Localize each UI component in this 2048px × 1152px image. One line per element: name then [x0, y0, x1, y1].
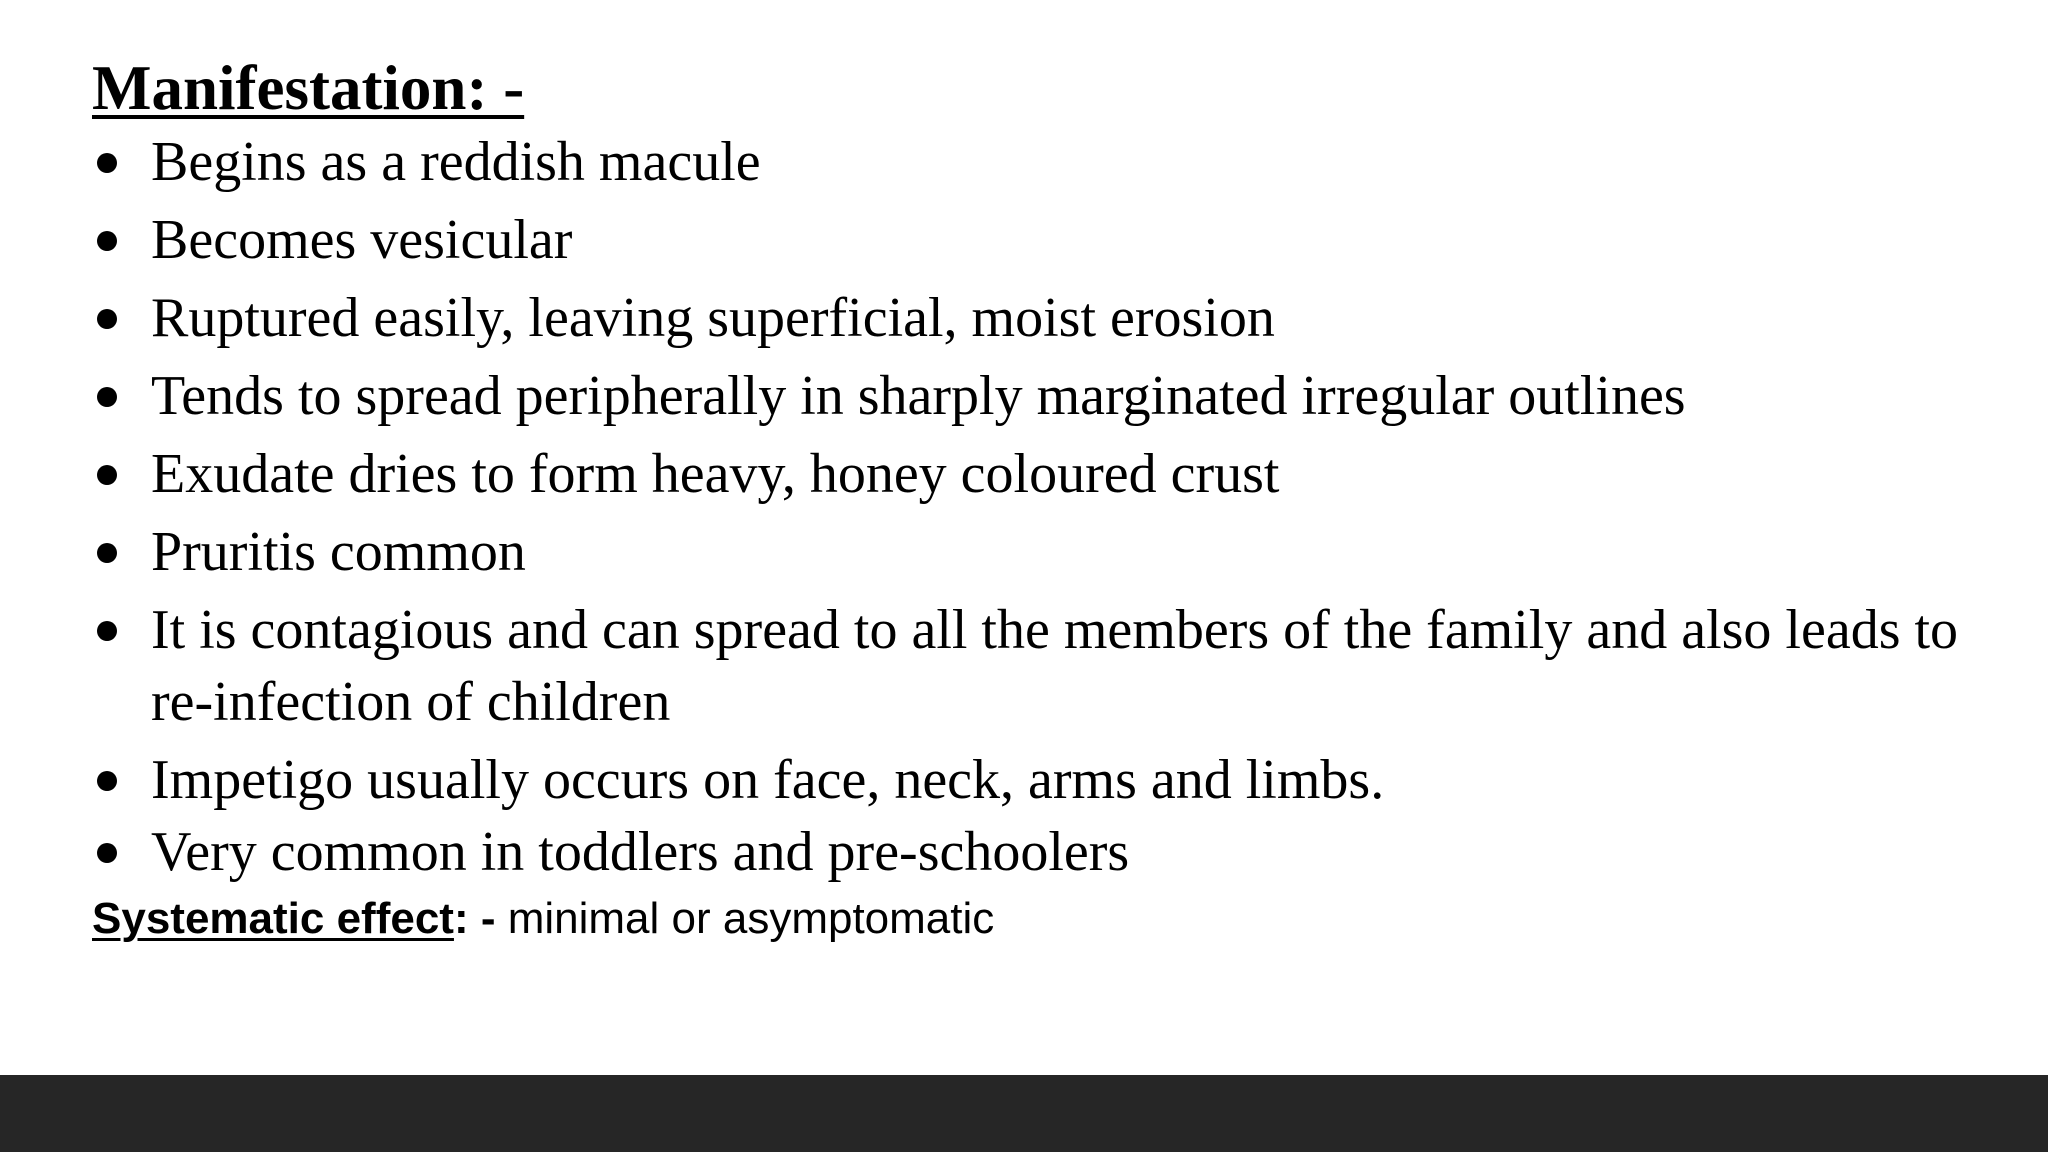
bullet-dot-icon	[97, 465, 117, 485]
bullet-text: Impetigo usually occurs on face, neck, arms and limbs.	[151, 749, 1385, 811]
bullet-text: Ruptured easily, leaving superficial, moist erosion	[151, 287, 1275, 349]
bullet-text: Pruritis common	[151, 521, 526, 583]
bullet-dot-icon	[97, 153, 117, 173]
bullet-text: Begins as a reddish macule	[151, 131, 761, 193]
slide-heading: Manifestation: -	[92, 53, 525, 123]
systemic-effect-line	[92, 890, 1992, 948]
bullet-item	[92, 126, 1992, 198]
bullet-dot-icon	[97, 621, 117, 641]
bullet-dot-icon	[97, 543, 117, 563]
bullet-text: It is contagious and can spread to all the members of the family and also leads to re-infection of children	[151, 599, 1959, 733]
slide-content	[92, 50, 1992, 948]
bullet-text: Tends to spread peripherally in sharply marginated irregular outlines	[151, 365, 1686, 427]
systemic-effect-label: Systematic effect	[92, 894, 454, 943]
bullet-text: Exudate dries to form heavy, honey coloured crust	[151, 443, 1280, 505]
bullet-text: Very common in toddlers and pre-schoolers	[151, 821, 1130, 883]
systemic-effect-separator: : -	[453, 894, 496, 943]
bullet-item	[92, 360, 1992, 432]
bullet-item	[92, 516, 1992, 588]
bullet-item	[92, 282, 1992, 354]
bullet-item	[92, 816, 1992, 888]
bullet-item	[92, 594, 1992, 738]
bullet-item	[92, 438, 1992, 510]
bullet-dot-icon	[97, 843, 117, 863]
bullet-dot-icon	[97, 387, 117, 407]
bullet-item	[92, 204, 1992, 276]
bullet-dot-icon	[97, 309, 117, 329]
bullet-item	[92, 744, 1992, 816]
bullet-list	[92, 126, 1992, 888]
bullet-dot-icon	[97, 231, 117, 251]
bullet-text: Becomes vesicular	[151, 209, 573, 271]
bullet-dot-icon	[97, 771, 117, 791]
systemic-effect-value: minimal or asymptomatic	[495, 894, 995, 943]
footer-bar	[0, 1075, 2048, 1152]
